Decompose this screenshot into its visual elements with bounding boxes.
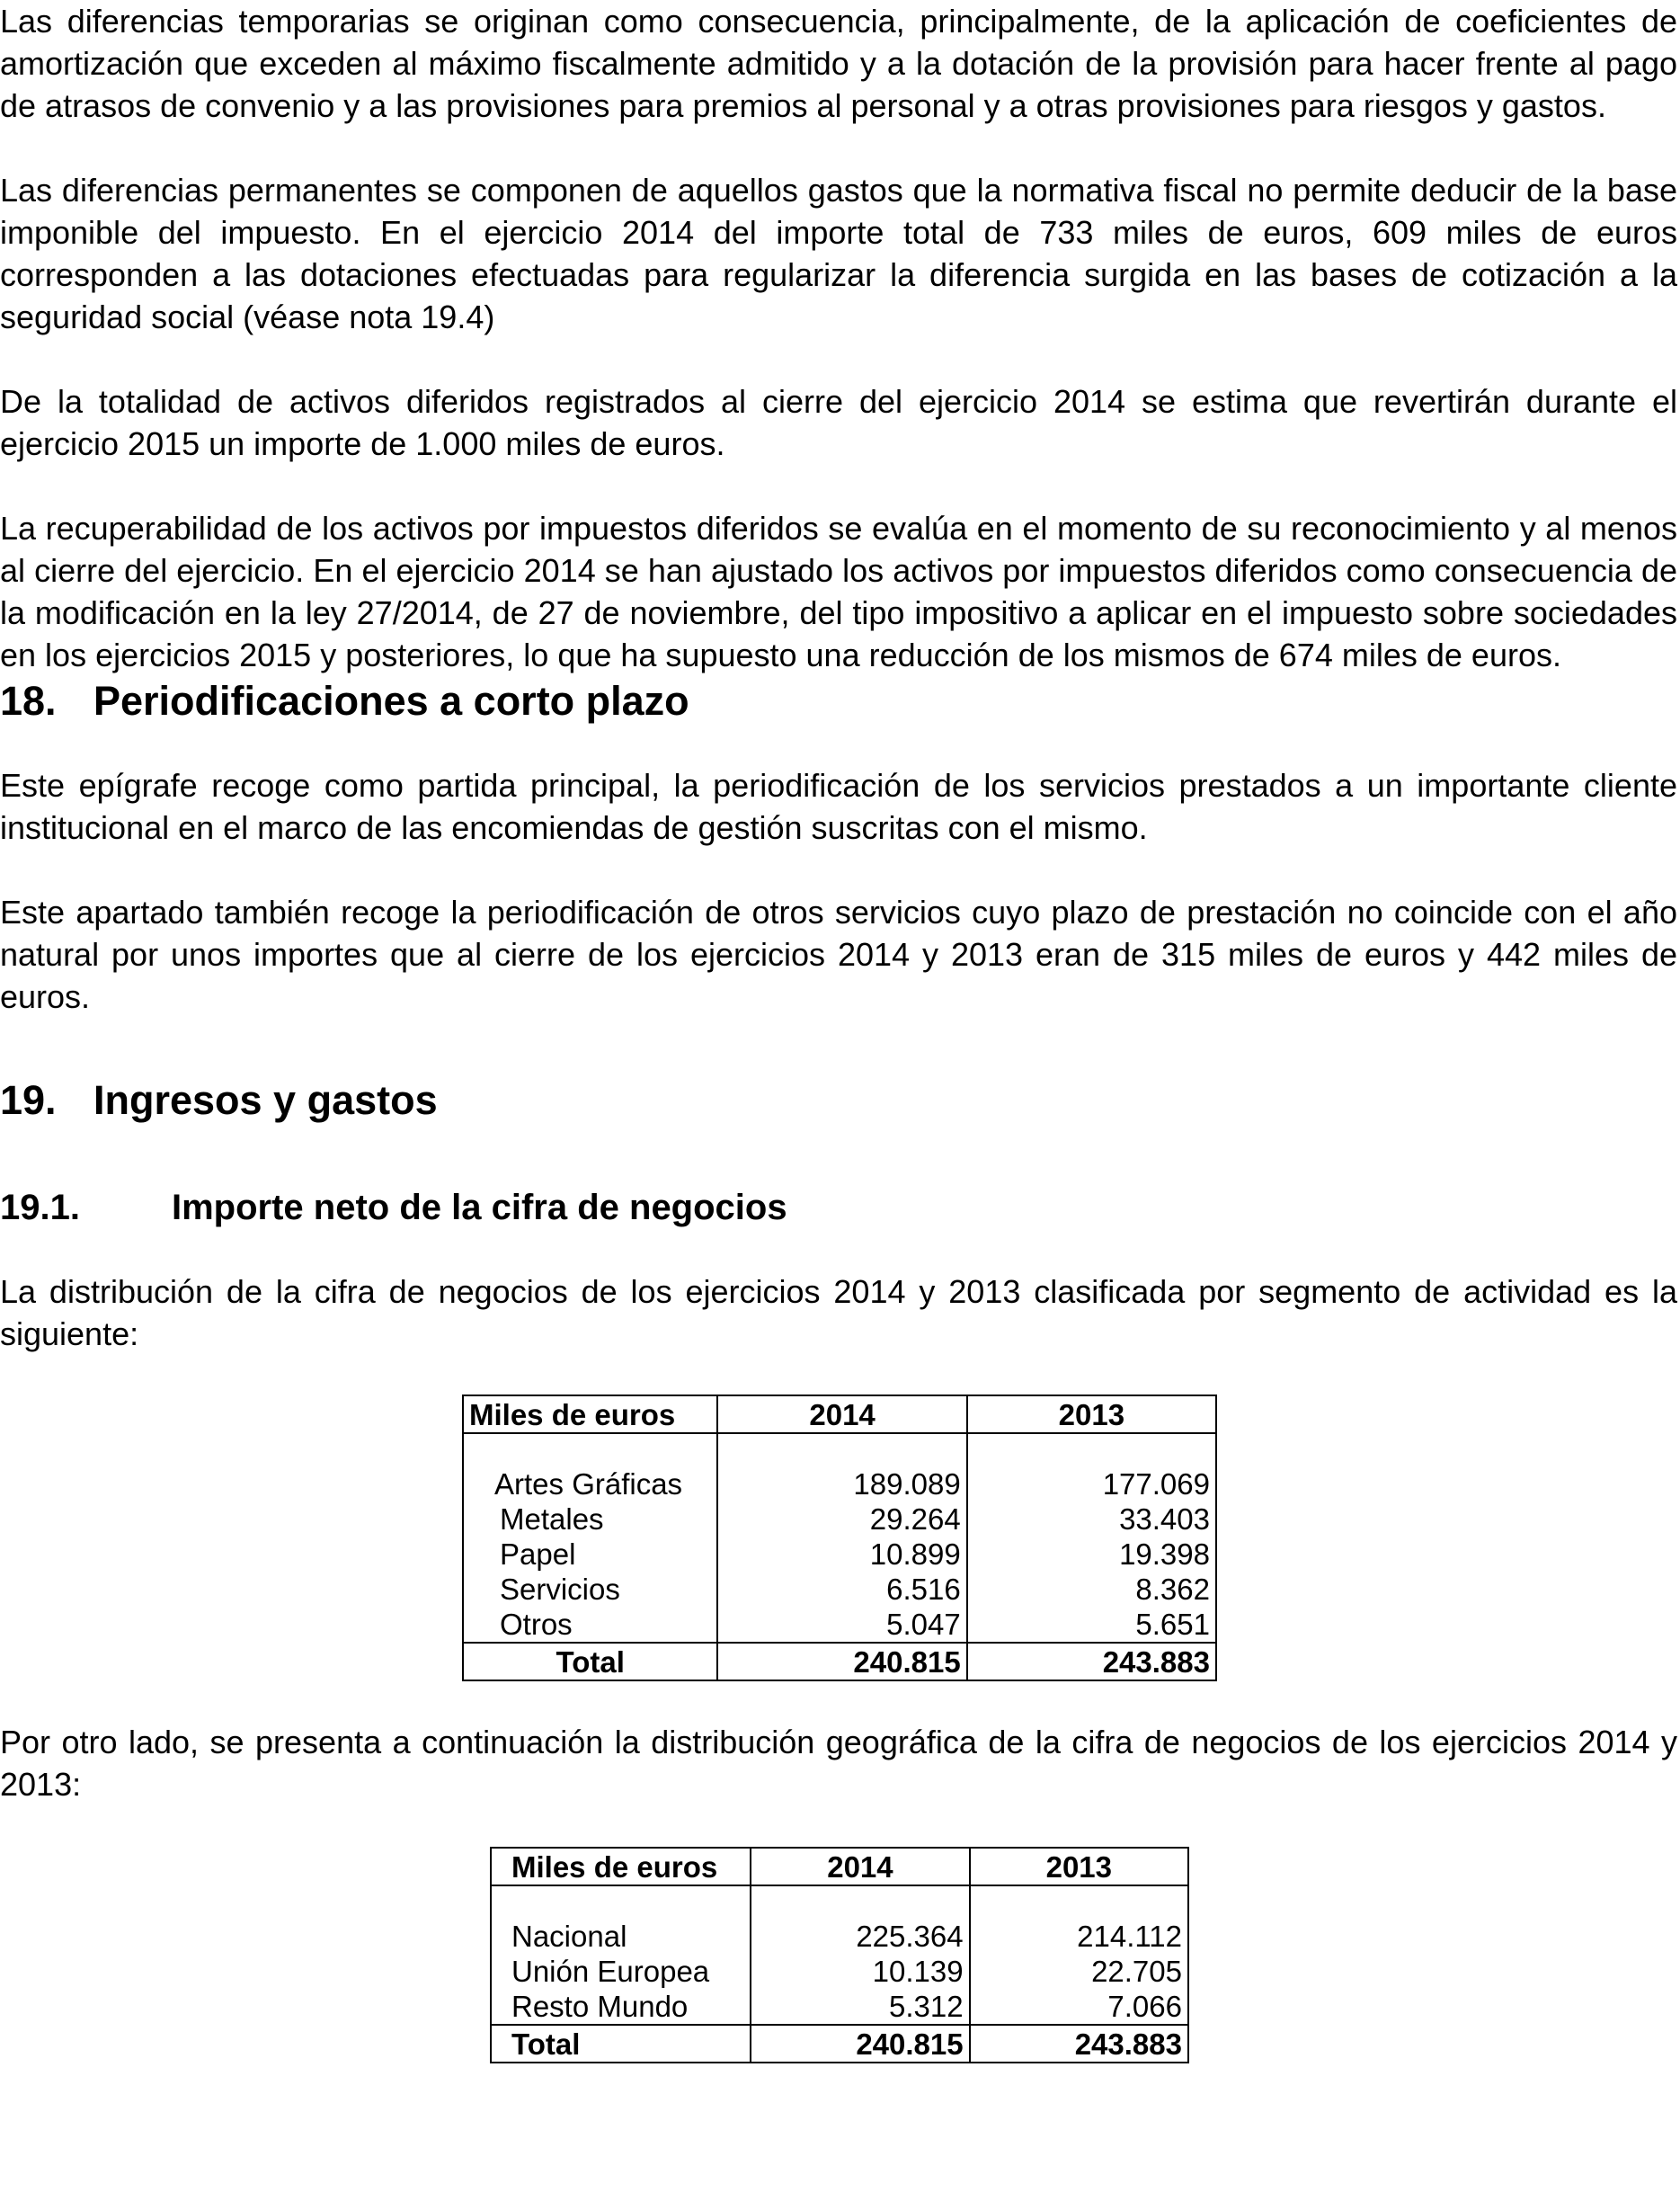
table-row — [463, 1572, 1216, 1607]
paragraph-deferred-assets-reversal: De la totalidad de activos diferidos registrados al cierre del ejercicio 2014 se estima que revertirán durante el ejercicio 2015 un importe de 1.000 miles de euros. — [0, 383, 1677, 462]
row-label: Artes Gráficas — [463, 1466, 717, 1501]
header-cell-2014: 2014 — [751, 1848, 969, 1885]
header-cell-label: Miles de euros — [491, 1848, 751, 1885]
row-value-2013: 19.398 — [967, 1537, 1216, 1572]
row-value-2013: 22.705 — [970, 1954, 1188, 1989]
row-label: Resto Mundo — [491, 1989, 751, 2025]
row-label: Papel — [463, 1537, 717, 1572]
section-number: 19. — [0, 1077, 57, 1123]
total-value-2014: 240.815 — [717, 1643, 966, 1680]
table-header-row — [491, 1848, 1188, 1885]
table-total-row — [463, 1643, 1216, 1680]
row-value-2014: 10.899 — [717, 1537, 966, 1572]
row-value-2014: 5.312 — [751, 1989, 969, 2025]
row-label: Otros — [463, 1607, 717, 1643]
header-cell-2014: 2014 — [717, 1395, 966, 1433]
header-cell-2013: 2013 — [970, 1848, 1188, 1885]
table-row — [463, 1537, 1216, 1572]
row-value-2014: 5.047 — [717, 1607, 966, 1643]
subsection-title: Importe neto de la cifra de negocios — [172, 1188, 787, 1227]
row-label: Metales — [463, 1501, 717, 1537]
table-spacer-row — [463, 1433, 1216, 1466]
paragraph-permanent-differences: Las diferencias permanentes se componen de aquellos gastos que la normativa fiscal no permite deducir de la base imponible del impuesto. En el ejercicio 2014 del importe total de 733 miles de euros, 609 miles de euros corresponden a las dotaciones efectuadas para regularizar la diferencia surgida en las bases de cotización a la seguridad social (véase nota 19.4) — [0, 172, 1677, 335]
table-spacer-row — [491, 1885, 1188, 1919]
paragraph-geographic-intro: Por otro lado, se presenta a continuación la distribución geográfica de la cifra de negocios de los ejercicios 2014 y 2013: — [0, 1724, 1677, 1803]
table-header-row — [463, 1395, 1216, 1433]
section-number: 18. — [0, 678, 57, 724]
paragraph-recoverability: La recuperabilidad de los activos por impuestos diferidos se evalúa en el momento de su reconocimiento y al menos al cierre del ejercicio. En el ejercicio 2014 se han ajustado los activos por impuestos diferidos como consecuencia de la modificación en la ley 27/2014, de 27 de noviembre, del tipo impositivo a aplicar en el impuesto sobre sociedades en los ejercicios 2015 y posteriores, lo que ha supuesto una reducción de los mismos de 674 miles de euros. — [0, 510, 1677, 673]
total-value-2013: 243.883 — [967, 1643, 1216, 1680]
row-value-2014: 189.089 — [717, 1466, 966, 1501]
header-cell-label: Miles de euros — [463, 1395, 717, 1433]
row-value-2013: 33.403 — [967, 1501, 1216, 1537]
total-label: Total — [463, 1643, 717, 1680]
table-row — [491, 1989, 1188, 2025]
row-value-2013: 7.066 — [970, 1989, 1188, 2025]
paragraph-periodification-main: Este epígrafe recoge como partida principal, la periodificación de los servicios prestados a un importante cliente institucional en el marco de las encomiendas de gestión suscritas con el mismo. — [0, 767, 1677, 846]
total-value-2013: 243.883 — [970, 2025, 1188, 2063]
table-total-row — [491, 2025, 1188, 2063]
table-row — [491, 1954, 1188, 1989]
row-value-2014: 10.139 — [751, 1954, 969, 1989]
paragraph-segment-intro: La distribución de la cifra de negocios de los ejercicios 2014 y 2013 clasificada por segmento de actividad es la siguiente: — [0, 1273, 1677, 1352]
section-heading-19 — [0, 1075, 1677, 1126]
row-value-2014: 225.364 — [751, 1919, 969, 1954]
row-label: Unión Europea — [491, 1954, 751, 1989]
table-row — [463, 1501, 1216, 1537]
table-row — [463, 1466, 1216, 1501]
subsection-heading-19-1 — [0, 1185, 1677, 1230]
section-heading-18 — [0, 676, 1677, 726]
paragraph-temporary-differences: Las diferencias temporarias se originan como consecuencia, principalmente, de la aplicación de coeficientes de amortización que exceden al máximo fiscalmente admitido y a la dotación de la provisión para hacer frente al pago de atrasos de convenio y a las provisiones para premios al personal y a otras provisiones para riesgos y gastos. — [0, 3, 1677, 124]
row-label: Nacional — [491, 1919, 751, 1954]
total-value-2014: 240.815 — [751, 2025, 969, 2063]
table-row — [463, 1607, 1216, 1643]
subsection-number: 19.1. — [0, 1188, 80, 1227]
row-value-2013: 214.112 — [970, 1919, 1188, 1954]
header-cell-2013: 2013 — [967, 1395, 1216, 1433]
row-value-2013: 177.069 — [967, 1466, 1216, 1501]
paragraph-periodification-other: Este apartado también recoge la periodificación de otros servicios cuyo plazo de prestación no coincide con el año natural por unos importes que al cierre de los ejercicios 2014 y 2013 eran de 315 miles de euros y 442 miles de euros. — [0, 894, 1677, 1015]
row-value-2014: 29.264 — [717, 1501, 966, 1537]
table-row — [491, 1919, 1188, 1954]
total-label: Total — [491, 2025, 751, 2063]
section-title: Ingresos y gastos — [93, 1077, 438, 1123]
row-label: Servicios — [463, 1572, 717, 1607]
row-value-2013: 5.651 — [967, 1607, 1216, 1643]
row-value-2013: 8.362 — [967, 1572, 1216, 1607]
table-revenue-by-segment — [462, 1395, 1217, 1681]
row-value-2014: 6.516 — [717, 1572, 966, 1607]
section-title: Periodificaciones a corto plazo — [93, 678, 689, 724]
table-revenue-by-geography — [490, 1847, 1189, 2063]
